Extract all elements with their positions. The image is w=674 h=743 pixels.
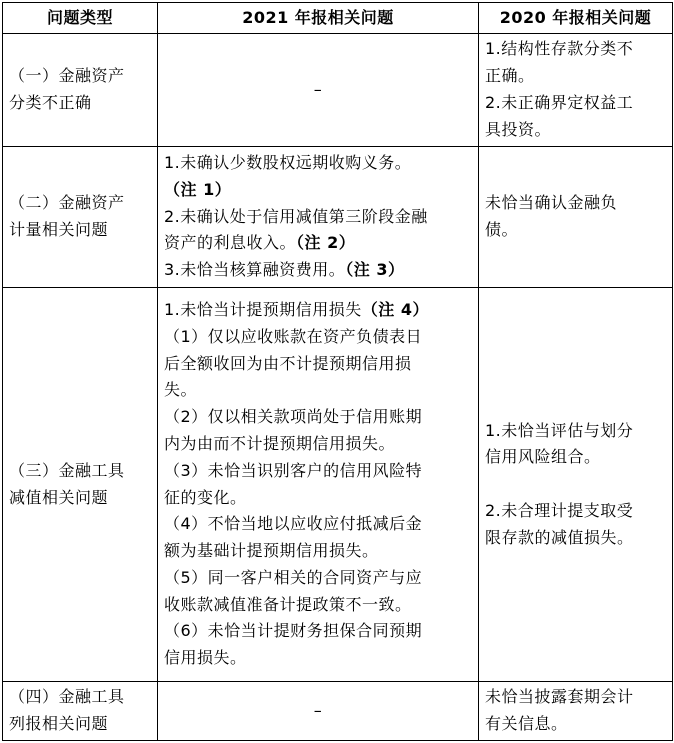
issue-line [164,257,472,284]
issue-text: 1.未恰当评估与划分 [485,420,634,440]
issues-2020-cell [479,147,673,288]
category-text: 列报相关问题 [9,714,109,733]
spacer [485,471,666,498]
table-row [3,682,673,741]
issue-text: 正确。 [485,66,535,86]
empty-dash: – [313,79,323,99]
issue-text: 未恰当确认金融负 [485,193,618,213]
header-2021: 2021 年报相关问题 [158,3,479,34]
issue-text: 信用风险组合。 [485,447,601,467]
issue-text: 征的变化。 [164,487,247,507]
issue-text: 失。 [164,380,198,400]
header-2020: 2020 年报相关问题 [479,3,673,34]
issue-text: 2.未合理计提支取受 [485,500,634,520]
issues-2020-cell [479,34,673,147]
issue-text: （3）未恰当识别客户的信用风险特 [164,460,423,480]
table-row [3,288,673,682]
comparison-table [2,2,673,741]
header-issue-type: 问题类型 [3,3,158,34]
issue-text: 内为由而不计提预期信用损失。 [164,433,396,453]
category-text: 减值相关问题 [9,487,109,507]
table-row [3,147,673,288]
table-row [3,34,673,147]
note-ref: （注 2） [296,233,356,253]
category-text: 计量相关问题 [9,220,109,239]
category-text: （三）金融工具 [9,460,125,480]
issue-text: 债。 [485,220,519,239]
issue-text: 后全额收回为由不计提预期信用损 [164,353,412,373]
issue-text: 3.未恰当核算融资费用。 [164,260,346,280]
issues-2021-cell [158,682,479,741]
issues-2021-cell [158,147,479,288]
issue-text: （6）未恰当计提财务担保合同预期 [164,621,423,641]
issue-text: （1）仅以应收账款在资产负债表日 [164,326,423,346]
issue-text: （5）同一客户相关的合同资产与应 [164,567,423,587]
note-ref: （注 3） [345,260,405,280]
issue-text: 额为基础计提预期信用损失。 [164,541,379,561]
issues-2020-cell [479,288,673,682]
issue-text: （4）不恰当地以应收应付抵减后金 [164,514,423,534]
issue-text: 1.未确认少数股权远期收购义务。 [164,153,412,172]
issue-text: 未恰当披露套期会计 [485,687,634,707]
header-row [3,3,673,34]
category-cell [3,34,158,147]
category-cell [3,682,158,741]
issue-line [164,297,472,324]
issues-2020-cell [479,682,673,741]
category-text: 分类不正确 [9,93,92,112]
issue-text: 2.未确认处于信用减值第三阶段金融 [164,206,428,226]
issue-line [164,150,472,177]
category-text: （四）金融工具 [9,687,125,707]
issue-text: 收账款减值准备计提政策不一致。 [164,594,412,614]
issue-text: 1.未恰当计提预期信用损失 [164,299,362,319]
empty-dash: – [313,700,323,720]
note-ref: （注 1） [164,179,232,199]
category-text: （二）金融资产 [9,193,125,213]
category-text: （一）金融资产 [9,66,125,86]
issue-line [164,204,472,231]
note-ref: （注 4） [361,299,429,319]
issues-2021-cell [158,34,479,147]
issue-text: 信用损失。 [164,648,247,668]
issue-text: 2.未正确界定权益工 [485,93,634,112]
issue-line [164,230,472,257]
issue-text: 限存款的减值损失。 [485,527,634,547]
issue-text: （2）仅以相关款项尚处于信用账期 [164,407,423,427]
issue-text: 具投资。 [485,119,552,139]
issues-2021-cell [158,288,479,682]
issue-text: 资产的利息收入。 [164,233,297,253]
issue-text: 1.结构性存款分类不 [485,39,634,59]
category-cell [3,288,158,682]
issue-line [164,177,472,204]
issue-text: 有关信息。 [485,714,568,733]
category-cell [3,147,158,288]
